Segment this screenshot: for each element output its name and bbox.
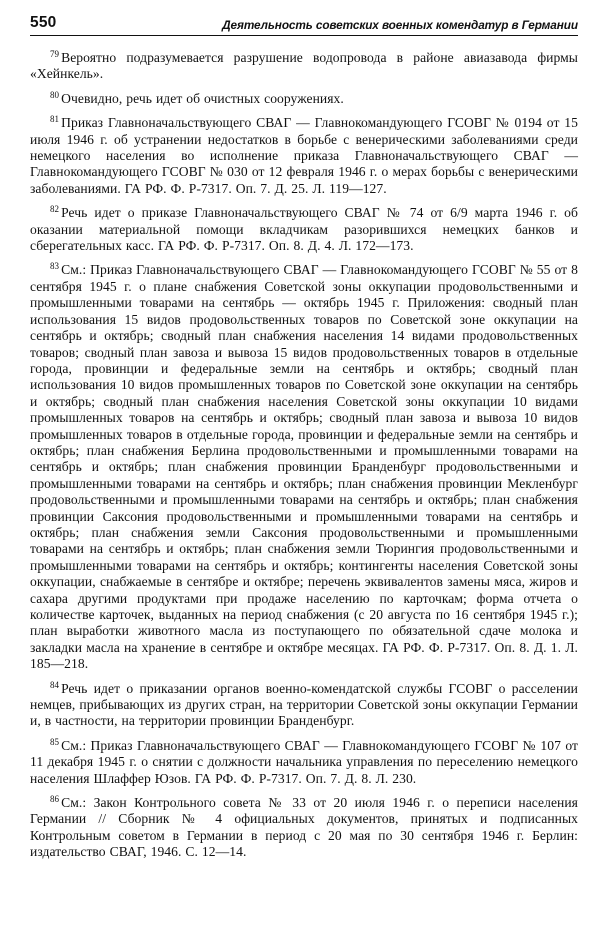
footnote-number: 81 (50, 114, 60, 125)
footnote-84 (30, 681, 578, 730)
footnote-text: Вероятно подразумевается разрушение водопровода в районе авиазавода фирмы «Хейнкель». (30, 50, 578, 82)
book-page (30, 8, 578, 869)
footnote-83 (30, 262, 578, 672)
footnote-81 (30, 115, 578, 197)
footnote-text: Очевидно, речь идет об очистных сооружениях. (61, 90, 344, 106)
footnote-text: См.: Приказ Главноначальствующего СВАГ — Главнокомандующего ГСОВГ № 55 от 8 сентября 1945 г. о плане снабжения Советской зоны оккупации продовольственными и промышленными товарами на сентябрь — октябрь 1945 г. Приложения: сводный план использования 15 видов продовольственных товаров по Советской зоне оккупации на сентябрь и октябрь; сводный план снабжения населения 14 видами продовольственных товаров; сводный план завоза и вывоза 15 видов продовольственных товаров в отдельные города, провинции и федеральные земли на сентябрь и октябрь; сводный план использования 10 видов промышленных товаров по Советской зоне оккупации на сентябрь и октябрь; сводный план снабжения населения Советской зоны оккупации 10 видами промышленных товаров на сентябрь и октябрь; сводный план завоза и вывоза 10 видов промышленных товаров в отдельные города, провинции и федеральные земли на сентябрь и октябрь; план снабжения Берлина продовольственными и промышленными товарами на сентябрь и октябрь; план снабжения провинции Бранденбург продовольственными и промышленными товарами на сентябрь и октябрь; план снабжения провинции Мекленбург продовольственными и промышленными товарами на сентябрь и октябрь; план снабжения провинции Саксония продовольственными и промышленными товарами на сентябрь и октябрь; план снабжения земли Саксония продовольственными и промышленными товарами на сентябрь и октябрь; план снабжения земли Тюрингия продовольственными и промышленными товарами на сентябрь и октябрь; контингенты населения Советской зоны оккупации, снабжаемые в сентябре и октябре; перечень эквивалентов замены мяса, жиров и сахара другими продуктами при продаже населению по карточкам; форма отчета о количестве карточек, выданных на период снабжения (с 20 августа по 16 сентября 1945 г.); план выработки животного масла из поступающего по обязательной сдаче молока и закладки масла на хранение в сентябре и октябре месяцах. ГА РФ. Ф. Р-7317. Оп. 8. Д. 1. Л. 185—218. (30, 262, 578, 672)
footnote-number: 85 (50, 736, 60, 747)
footnote-number: 80 (50, 89, 60, 100)
footnote-79 (30, 50, 578, 83)
running-title: Деятельность советских военных комендатур в Германии (222, 18, 578, 32)
running-head (30, 8, 578, 36)
footnote-82 (30, 205, 578, 254)
footnotes-list (30, 50, 578, 861)
footnote-text: Приказ Главноначальствующего СВАГ — Главнокомандующего ГСОВГ № 0194 от 15 июля 1946 г. об устранении недостатков в борьбе с венерическими заболеваниями среди немецкого населения во исполнение приказа Главноначальствующего СВАГ — Главнокомандующего ГСОВГ № 030 от 12 февраля 1946 г. о мерах борьбы с венерическими заболеваниями. ГА РФ. Ф. Р-7317. Оп. 7. Д. 25. Л. 119—127. (30, 115, 578, 196)
footnote-text: Речь идет о приказании органов военно-комендатской службы ГСОВГ о расселении немцев, прибывающих из других стран, на территории Советской зоны оккупации Германии и, в частности, на территории провинции Бранденбург. (30, 680, 578, 729)
footnote-number: 82 (50, 204, 60, 215)
footnote-85 (30, 738, 578, 787)
footnote-number: 83 (50, 261, 60, 272)
footnote-number: 79 (50, 49, 60, 59)
footnote-86 (30, 795, 578, 861)
footnote-text: Речь идет о приказе Главноначальствующего СВАГ № 74 от 6/9 марта 1946 г. об оказании материальной помощи вкладчикам разорившихся немецких банков и сберегательных касс. ГА РФ. Ф. Р-7317. Оп. 8. Д. 4. Л. 172—173. (30, 205, 578, 254)
footnote-number: 86 (50, 794, 60, 805)
footnote-text: См.: Приказ Главноначальствующего СВАГ — Главнокомандующего ГСОВГ № 107 от 11 декабря 1945 г. о снятии с должности начальника управления по переселению немецкого населения Шлаффер Юзов. ГА РФ. Ф. Р-7317. Оп. 7. Д. 8. Л. 230. (30, 737, 578, 786)
footnote-80 (30, 91, 578, 107)
footnote-text: См.: Закон Контрольного совета № 33 от 20 июля 1946 г. о переписи населения Германии // Сборник № 4 официальных документов, принятых и подписанных Контрольным советом в Германии в период с 20 мая по 30 сентября 1946 г. Берлин: издательство СВАГ, 1946. С. 12—14. (30, 795, 578, 860)
footnote-number: 84 (50, 679, 60, 690)
page-number: 550 (30, 14, 57, 31)
